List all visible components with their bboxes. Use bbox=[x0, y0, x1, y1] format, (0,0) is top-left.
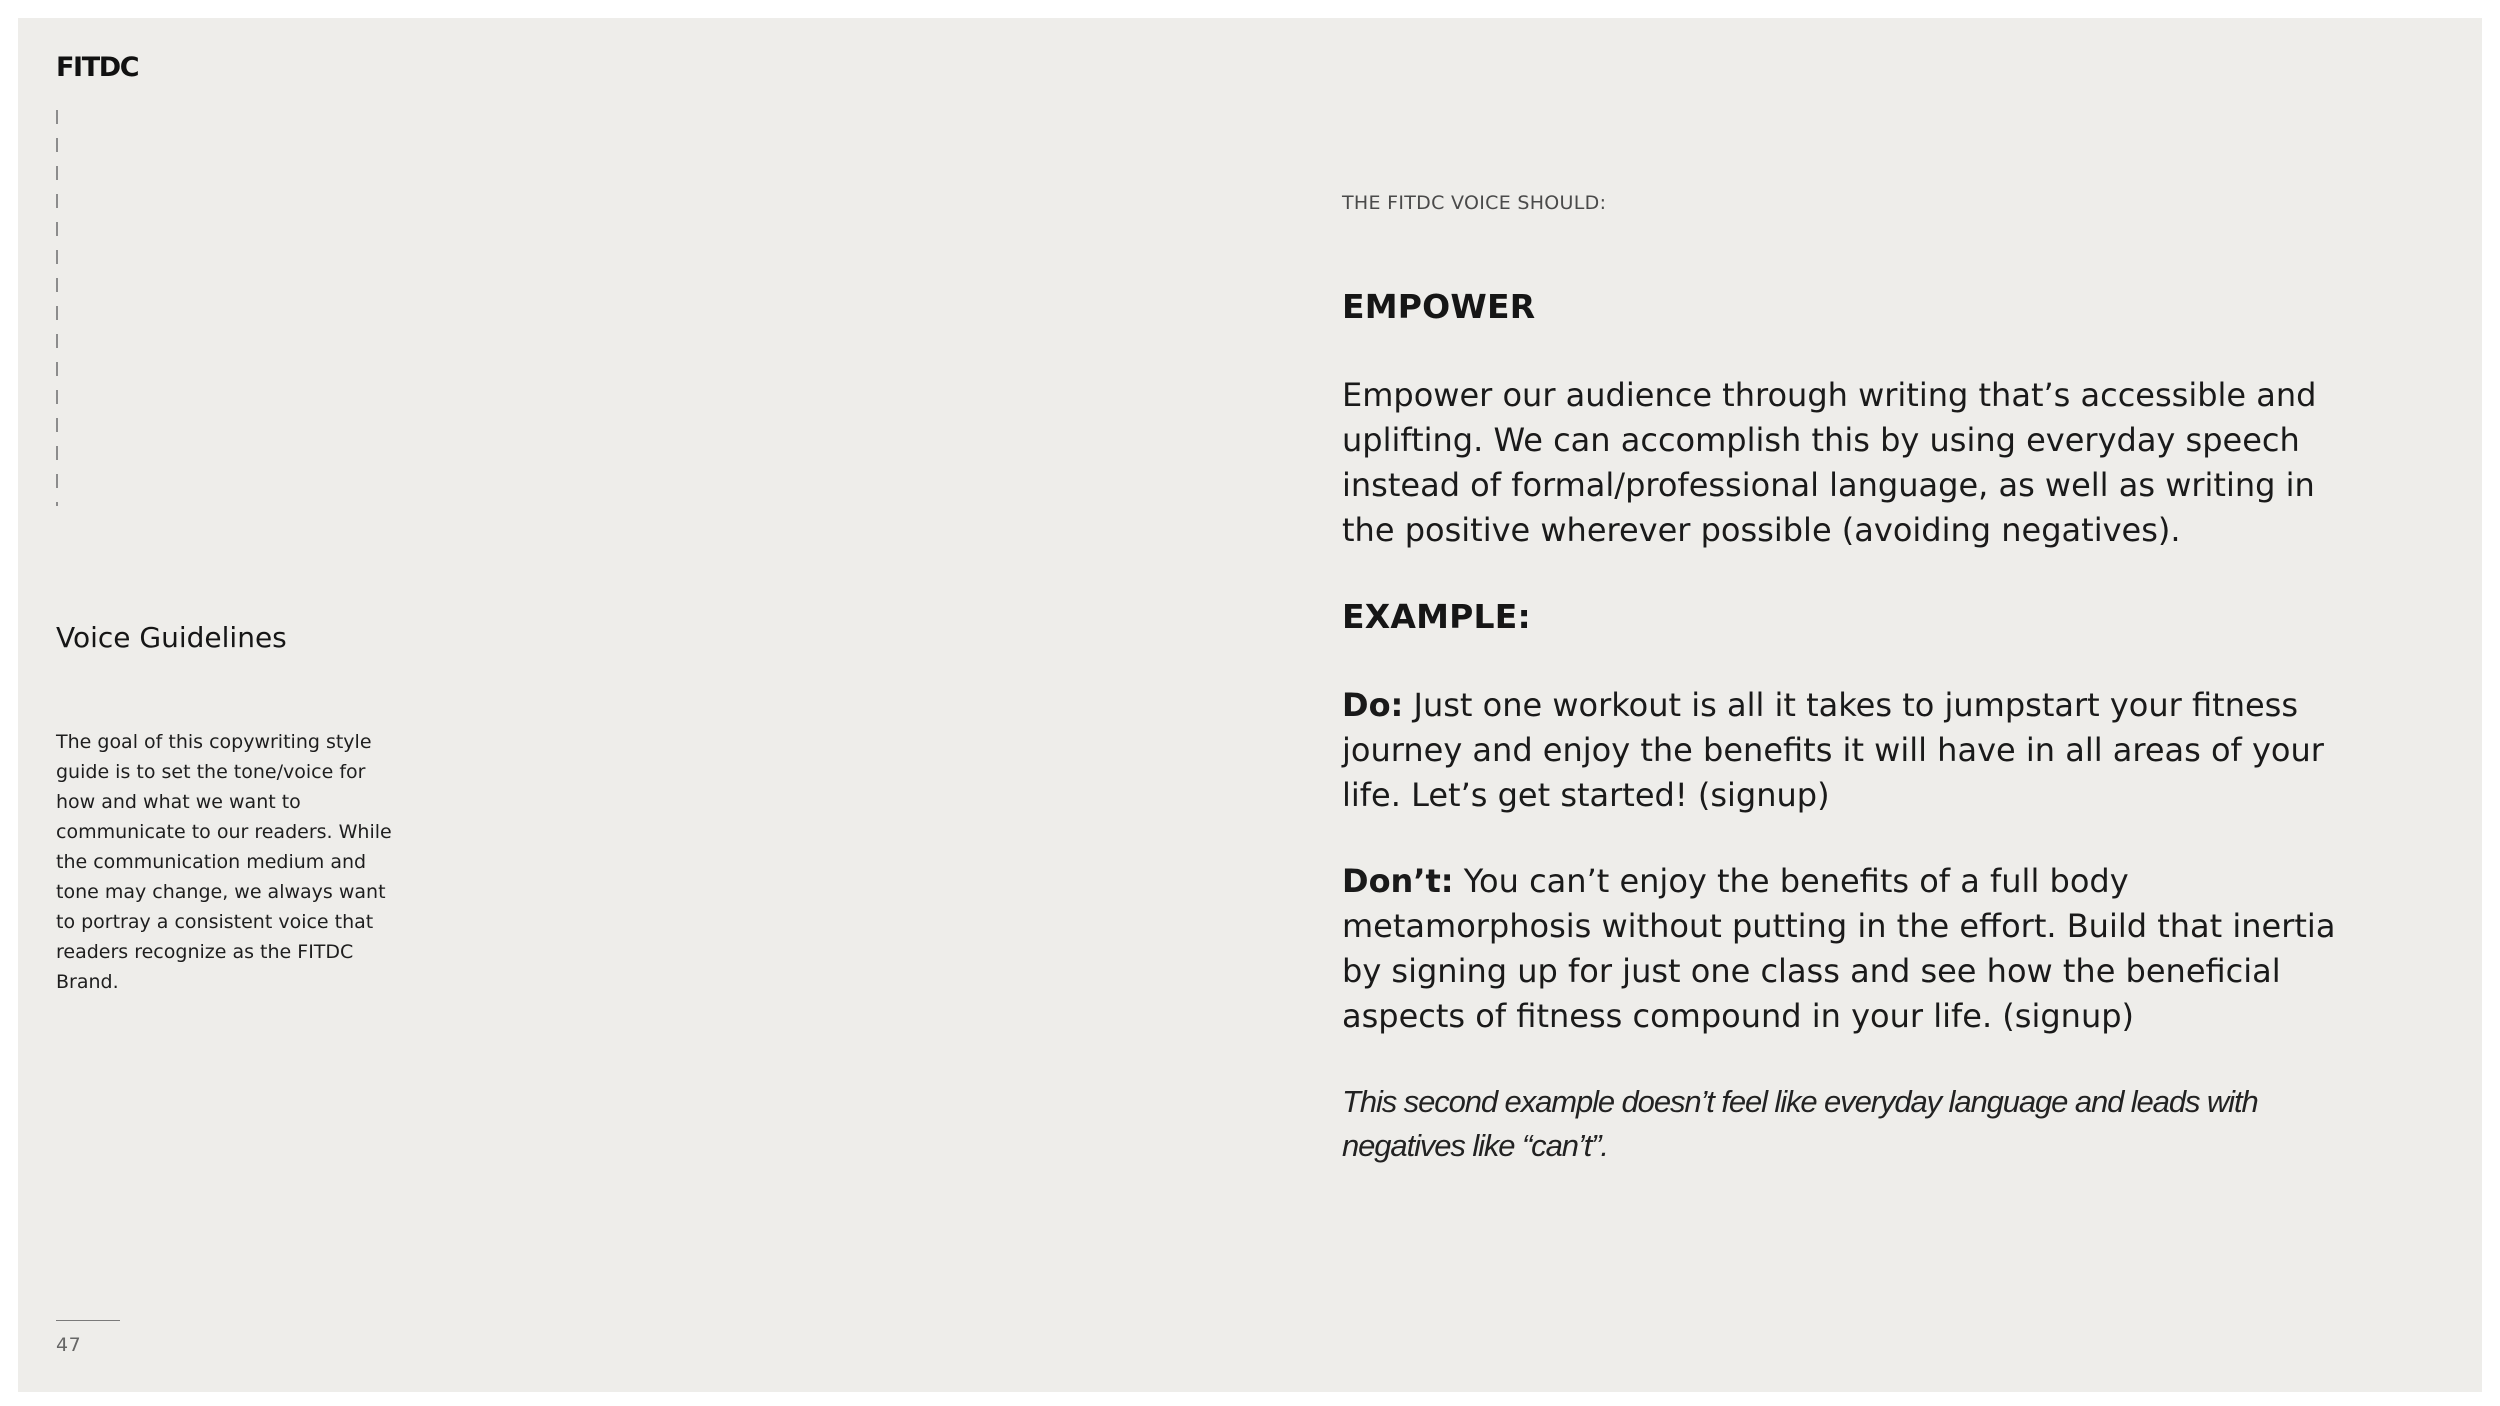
eyebrow-label: THE FITDC VOICE SHOULD: bbox=[1342, 192, 1607, 214]
example-note: This second example doesn’t feel like everyday language and leads with negatives like “can’t”. bbox=[1342, 1084, 2258, 1163]
empower-paragraph: Empower our audience through writing that’s accessible and uplifting. We can accomplish this by using everyday speech instead of formal/professional language, as well as writing in the positive wherever possible (avoiding negatives). bbox=[1342, 376, 2317, 549]
intro-paragraph: The goal of this copywriting style guide is to set the tone/voice for how and what we want to communicate to our readers. While the communication medium and tone may change, we always want to portray a consistent voice that readers recognize as the FITDC Brand. bbox=[56, 731, 392, 993]
fitdc-logo: FITDC bbox=[56, 52, 139, 83]
section-title: Voice Guidelines bbox=[56, 621, 287, 654]
do-example bbox=[1342, 683, 2352, 818]
dont-example bbox=[1342, 859, 2352, 1039]
do-text: Just one workout is all it takes to jumpstart your fitness journey and enjoy the benefits it will have in all areas of your life. Let’s get started! (signup) bbox=[1342, 686, 2324, 814]
dont-label: Don’t: bbox=[1342, 862, 1454, 900]
page-number-rule bbox=[56, 1320, 120, 1321]
document-page bbox=[18, 18, 2482, 1392]
page-number: 47 bbox=[56, 1334, 82, 1356]
do-label: Do: bbox=[1342, 686, 1404, 724]
dont-text: You can’t enjoy the benefits of a full body metamorphosis without putting in the effort. Build that inertia by signing up for just one class and see how the beneficial aspects of fitness compound in your life. (signup) bbox=[1342, 862, 2336, 1035]
dashed-divider bbox=[56, 110, 58, 506]
empower-heading: EMPOWER bbox=[1342, 287, 1536, 326]
example-heading: EXAMPLE: bbox=[1342, 597, 1531, 636]
